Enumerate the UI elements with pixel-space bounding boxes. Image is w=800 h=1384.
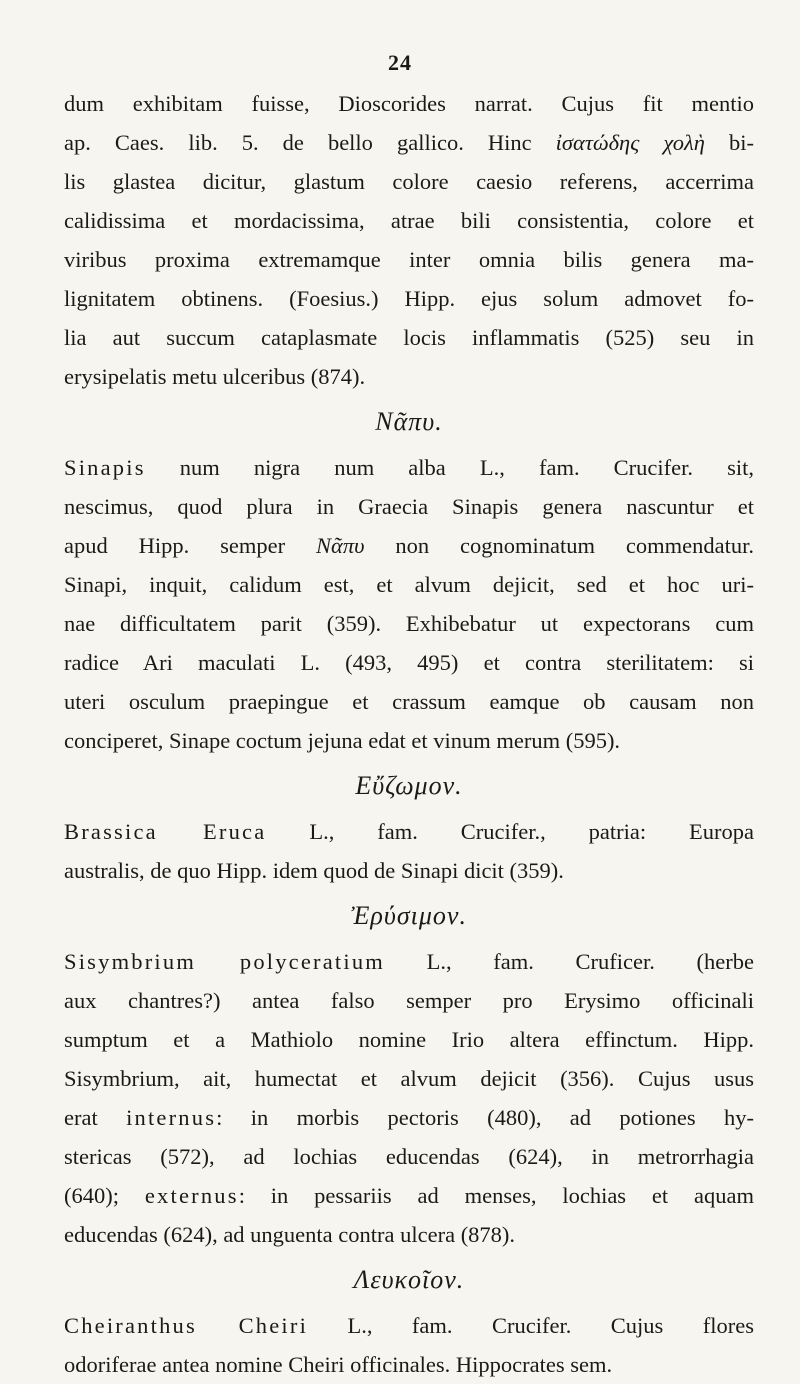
body-text xyxy=(64,84,754,1384)
greek-term: Νᾶπυ xyxy=(316,533,365,558)
spaced-term: Sinapis xyxy=(64,455,146,480)
text-line xyxy=(64,1098,754,1137)
text-run: lis glastea dicitur, glastum colore caesio referens, accerrima xyxy=(64,169,754,194)
text-line xyxy=(64,123,754,162)
text-line xyxy=(64,240,754,279)
text-line xyxy=(64,318,754,357)
text-run: apud Hipp. semper xyxy=(64,533,317,558)
text-line xyxy=(64,1345,754,1384)
text-run: lignitatem obtinens. (Foesius.) Hipp. ejus solum admovet fo- xyxy=(64,286,754,311)
text-line xyxy=(64,1176,754,1215)
text-run: num nigra num alba L., fam. Crucifer. sit, xyxy=(145,455,754,480)
spaced-term: Brassica Eruca xyxy=(64,819,267,844)
text-run: viribus proxima extremamque inter omnia bilis genera ma- xyxy=(64,247,754,272)
text-run: Sinapi, inquit, calidum est, et alvum dejicit, sed et hoc uri- xyxy=(64,572,754,597)
text-line xyxy=(64,279,754,318)
text-run: dum exhibitam fuisse, Dioscorides narrat. Cujus fit mentio xyxy=(64,91,754,116)
text-run: erat xyxy=(64,1105,127,1130)
section-heading: Λευκοῖον. xyxy=(353,1265,465,1294)
text-run: sumptum et a Mathiolo nomine Irio altera effinctum. Hipp. xyxy=(64,1027,754,1052)
text-run: : in morbis pectoris (480), ad potiones hy- xyxy=(216,1105,754,1130)
text-run: L., fam. Crucifer., patria: Europa xyxy=(266,819,754,844)
text-line xyxy=(64,721,754,760)
text-run: erysipelatis metu ulceribus (874). xyxy=(64,364,366,389)
text-line xyxy=(64,162,754,201)
text-run: nae difficultatem parit (359). Exhibebatur ut expectorans cum xyxy=(64,611,754,636)
text-run: ap. Caes. lib. 5. de bello gallico. Hinc xyxy=(64,130,556,155)
text-line xyxy=(64,357,754,396)
text-line xyxy=(64,1137,754,1176)
text-line xyxy=(64,565,754,604)
text-run: nescimus, quod plura in Graecia Sinapis genera nascuntur et xyxy=(64,494,754,519)
text-line xyxy=(64,682,754,721)
text-line xyxy=(64,1215,754,1254)
section-heading: Ἐρύσιμον. xyxy=(351,901,467,930)
text-run: non cognominatum commendatur. xyxy=(364,533,754,558)
text-run: L., fam. Crucifer. Cujus flores xyxy=(308,1313,754,1338)
text-line xyxy=(64,643,754,682)
text-line xyxy=(64,448,754,487)
text-run: odoriferae antea nomine Cheiri officinales. Hippocrates sem. xyxy=(64,1352,613,1377)
text-run: conciperet, Sinape coctum jejuna edat et vinum merum (595). xyxy=(64,728,621,753)
text-run: lia aut succum cataplasmate locis inflammatis (525) seu in xyxy=(64,325,754,350)
text-line xyxy=(64,981,754,1020)
spaced-term: Sisymbrium polyceratium xyxy=(64,949,385,974)
section-heading: Νᾶπυ. xyxy=(375,407,443,436)
page-number: 24 xyxy=(388,50,412,75)
text-line xyxy=(64,1059,754,1098)
text-line xyxy=(64,851,754,890)
text-line xyxy=(64,1020,754,1059)
text-line xyxy=(64,812,754,851)
text-run: radice Ari maculati L. (493, 495) et contra sterilitatem: si xyxy=(64,650,754,675)
text-line xyxy=(64,942,754,981)
text-run: stericas (572), ad lochias educendas (624), in metrorrhagia xyxy=(64,1144,754,1169)
text-line xyxy=(64,526,754,565)
text-run: educendas (624), ad unguenta contra ulcera (878). xyxy=(64,1222,516,1247)
text-run: L., fam. Cruficer. (herbe xyxy=(384,949,754,974)
text-line xyxy=(64,1306,754,1345)
section-heading: Εὔζωμον. xyxy=(355,771,463,800)
spaced-term: internus xyxy=(126,1105,217,1130)
text-line xyxy=(64,604,754,643)
text-run: australis, de quo Hipp. idem quod de Sinapi dicit (359). xyxy=(64,858,564,883)
text-line xyxy=(64,487,754,526)
text-run: uteri osculum praepingue et crassum eamque ob causam non xyxy=(64,689,754,714)
text-run: aux chantres?) antea falso semper pro Erysimo officinali xyxy=(64,988,754,1013)
spaced-term: externus xyxy=(144,1183,239,1208)
text-line xyxy=(64,84,754,123)
greek-term: ἰσατώδης χολὴ xyxy=(555,130,705,155)
text-run: calidissima et mordacissima, atrae bili consistentia, colore et xyxy=(64,208,754,233)
text-line xyxy=(64,201,754,240)
spaced-term: Cheiranthus Cheiri xyxy=(64,1313,309,1338)
text-run: bi- xyxy=(704,130,754,155)
text-run: (640); xyxy=(64,1183,145,1208)
text-run: : in pessariis ad menses, lochias et aquam xyxy=(238,1183,754,1208)
text-run: Sisymbrium, ait, humectat et alvum dejicit (356). Cujus usus xyxy=(64,1066,754,1091)
